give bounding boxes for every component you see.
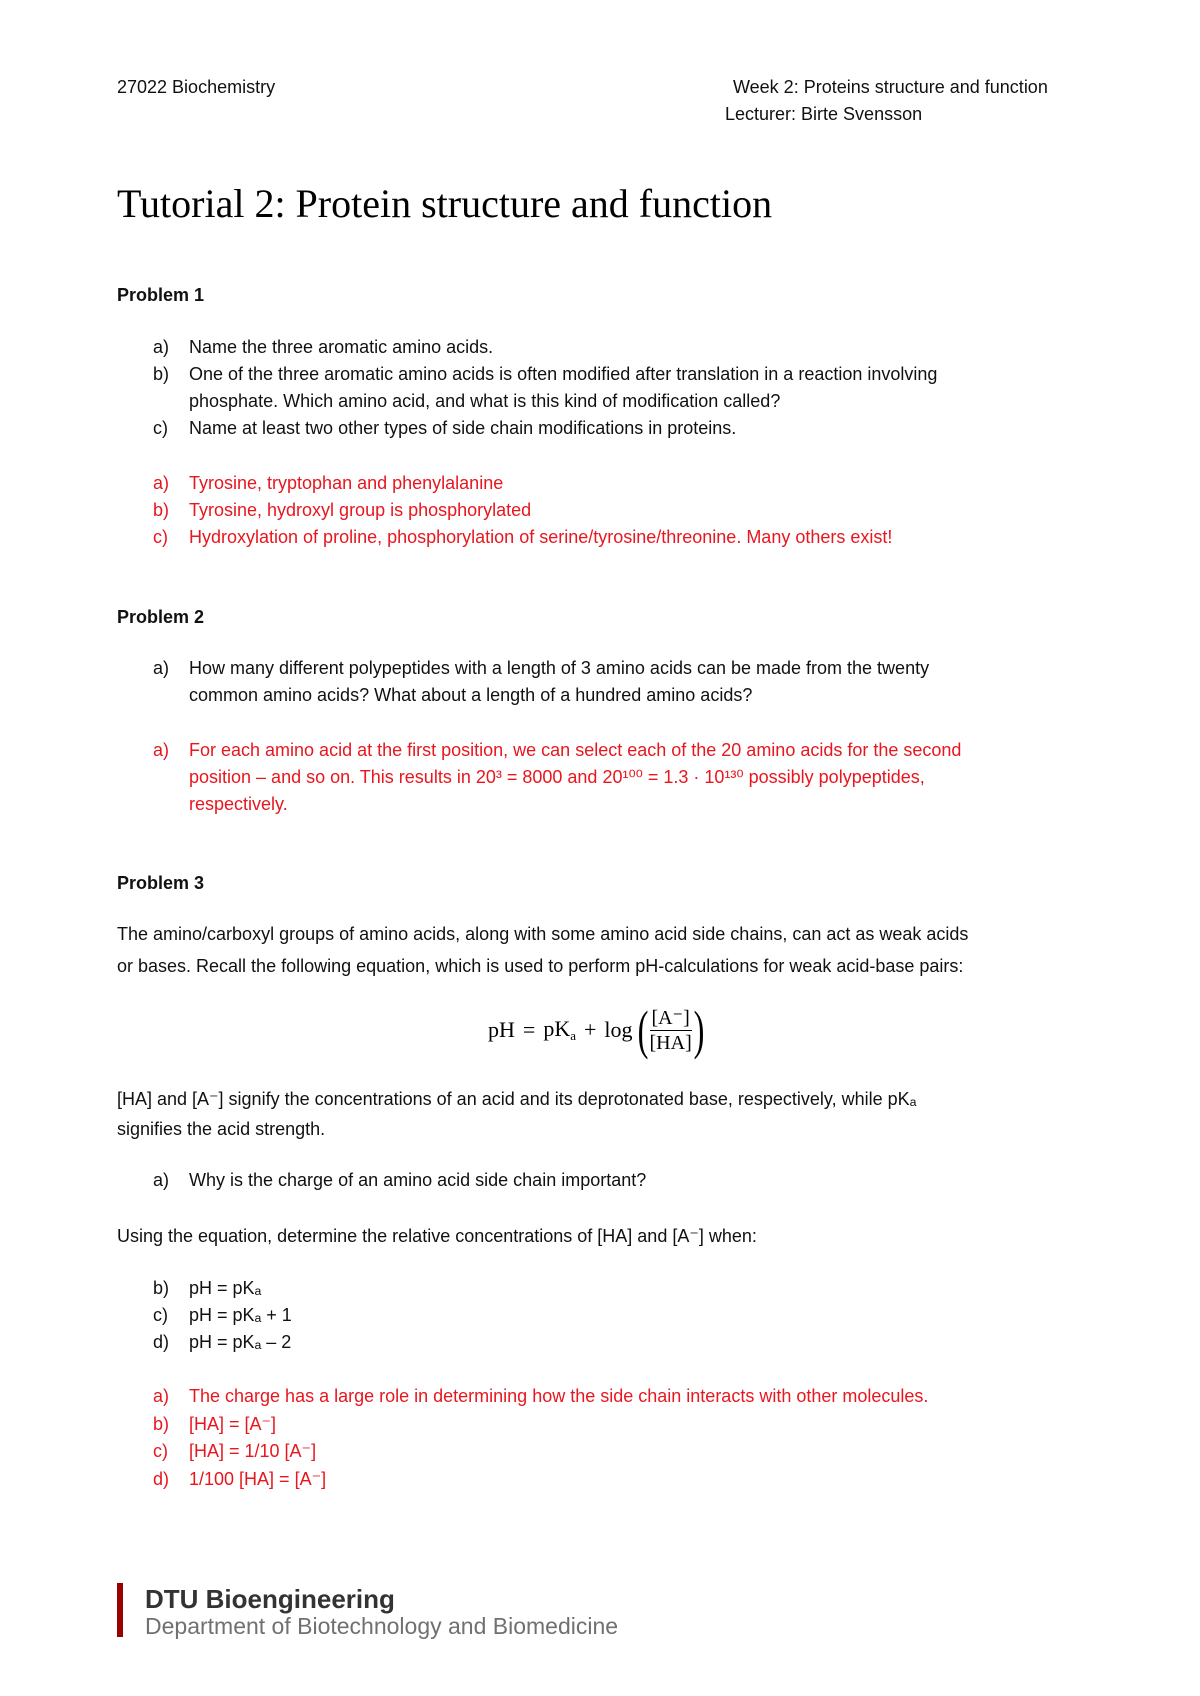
item-label: b) xyxy=(153,1278,170,1298)
item-text xyxy=(189,737,961,818)
equation-equals: = xyxy=(522,1017,536,1042)
question-item xyxy=(153,1302,1093,1329)
item-label: a) xyxy=(153,1170,170,1190)
item-label: a) xyxy=(153,740,170,760)
equation-pk-subscript: a xyxy=(570,1028,576,1043)
header-lecturer: Lecturer: Birte Svensson xyxy=(725,104,923,124)
item-text-line: position – and so on. This results in 20³ = 8000 and 20¹⁰⁰ = 1.3 · 10¹³⁰ possibly polypeptides, xyxy=(189,767,925,787)
problem-3-answers xyxy=(153,1383,1093,1493)
header-course: 27022 Biochemistry xyxy=(117,77,276,97)
item-text-line: One of the three aromatic amino acids is often modified after translation in a reaction involving xyxy=(189,364,938,384)
intro-line: The amino/carboxyl groups of amino acids, along with some amino acid side chains, can act as weak acids xyxy=(117,924,969,944)
problem-3-instruction: Using the equation, determine the relative concentrations of [HA] and [A⁻] when: xyxy=(117,1226,757,1246)
item-text xyxy=(189,470,503,497)
problem-3-heading: Problem 3 xyxy=(117,873,205,893)
equation-denominator: [HA] xyxy=(649,1031,692,1054)
problem-2-answers xyxy=(153,737,1093,818)
answer-item xyxy=(153,1383,1093,1411)
item-text-line: How many different polypeptides with a length of 3 amino acids can be made from the twenty xyxy=(189,658,930,678)
equation-pk: pK xyxy=(543,1016,571,1041)
header-week: Week 2: Proteins structure and function xyxy=(733,77,1048,97)
answer-item xyxy=(153,1438,1093,1466)
item-text xyxy=(189,1302,292,1329)
item-text xyxy=(189,415,736,442)
footer-department: Department of Biotechnology and Biomedicine xyxy=(145,1613,619,1639)
question-item xyxy=(153,334,1093,361)
item-text-line: For each amino acid at the first position, we can select each of the 20 amino acids for the second xyxy=(189,740,962,760)
item-text-line: pH = pKₐ xyxy=(189,1278,262,1298)
question-item xyxy=(153,655,1093,709)
problem-2-questions xyxy=(153,655,1093,709)
intro-line: or bases. Recall the following equation, which is used to perform pH-calculations for weak acid-base pairs: xyxy=(117,956,964,976)
footer-brand: DTU Bioengineering xyxy=(145,1584,395,1614)
item-text-line: respectively. xyxy=(189,794,288,814)
item-text-line: Name the three aromatic amino acids. xyxy=(189,337,494,357)
answer-item xyxy=(153,497,1093,524)
question-item xyxy=(153,1329,1093,1356)
item-label: c) xyxy=(153,1441,168,1461)
dtu-logo-bar xyxy=(117,1583,123,1637)
item-label: c) xyxy=(153,418,168,438)
definition-line: signifies the acid strength. xyxy=(117,1119,326,1139)
item-text-line: phosphate. Which amino acid, and what is this kind of modification called? xyxy=(189,391,781,411)
item-text-line: [HA] = [A⁻] xyxy=(189,1413,277,1434)
equation-numerator: [A⁻] xyxy=(651,1006,690,1029)
equation-log: log xyxy=(604,1017,633,1042)
item-text-line: pH = pKₐ – 2 xyxy=(189,1332,292,1352)
item-text-line: 1/100 [HA] = [A⁻] xyxy=(189,1468,327,1489)
item-text xyxy=(189,497,531,524)
item-text xyxy=(189,1383,928,1411)
problem-3-question-a xyxy=(153,1167,1093,1194)
item-text xyxy=(189,1466,326,1494)
item-text xyxy=(189,1275,261,1302)
item-text xyxy=(189,655,929,709)
item-label: b) xyxy=(153,1413,170,1434)
item-label: d) xyxy=(153,1332,170,1352)
item-label: a) xyxy=(153,337,170,357)
item-label: a) xyxy=(153,658,170,678)
answer-item xyxy=(153,470,1093,497)
item-label: a) xyxy=(153,473,170,493)
item-text xyxy=(189,361,937,415)
item-text-line: Tyrosine, hydroxyl group is phosphorylated xyxy=(189,500,532,520)
item-text xyxy=(189,334,493,361)
item-text xyxy=(189,1411,276,1439)
item-text-line: common amino acids? What about a length of a hundred amino acids? xyxy=(189,685,753,705)
question-item xyxy=(153,415,1093,442)
question-item xyxy=(153,361,1093,415)
item-text-line: The charge has a large role in determining how the side chain interacts with other molecules. xyxy=(189,1386,929,1406)
item-text xyxy=(189,1329,291,1356)
problem-3-intro xyxy=(117,918,968,982)
equation-pka xyxy=(543,1016,576,1044)
item-text-line: pH = pKₐ + 1 xyxy=(189,1305,292,1325)
item-text xyxy=(189,1438,316,1466)
equation-open-paren: ( xyxy=(637,1000,648,1060)
item-text-line: Name at least two other types of side chain modifications in proteins. xyxy=(189,418,737,438)
item-label: b) xyxy=(153,500,170,520)
problem-3-definition xyxy=(117,1084,916,1144)
item-text-line: Hydroxylation of proline, phosphorylation of serine/tyrosine/threonine. Many others exist! xyxy=(189,527,893,547)
problem-3-questions xyxy=(153,1275,1093,1356)
item-text xyxy=(189,524,892,551)
answer-item xyxy=(153,1411,1093,1439)
henderson-hasselbalch-equation xyxy=(488,1002,705,1058)
equation-ph: pH xyxy=(488,1017,515,1042)
item-label: c) xyxy=(153,1305,168,1325)
item-label: c) xyxy=(153,527,168,547)
problem-2-heading: Problem 2 xyxy=(117,607,205,627)
definition-line: [HA] and [A⁻] signify the concentrations of an acid and its deprotonated base, respectively, while pKₐ xyxy=(117,1089,917,1109)
answer-item xyxy=(153,524,1093,551)
answer-item xyxy=(153,1466,1093,1494)
item-text-line: Tyrosine, tryptophan and phenylalanine xyxy=(189,473,504,493)
question-item xyxy=(153,1167,1093,1194)
answer-item xyxy=(153,737,1093,818)
item-text-line: [HA] = 1/10 [A⁻] xyxy=(189,1441,317,1461)
page-title: Tutorial 2: Protein structure and function xyxy=(117,181,773,226)
problem-1-questions xyxy=(153,334,1093,442)
equation-fraction xyxy=(650,1006,692,1055)
item-text-line: Why is the charge of an amino acid side chain important? xyxy=(189,1170,647,1190)
item-label: b) xyxy=(153,364,170,384)
question-item xyxy=(153,1275,1093,1302)
equation-close-paren: ) xyxy=(693,1000,705,1060)
equation-plus: + xyxy=(583,1017,597,1042)
problem-1-heading: Problem 1 xyxy=(117,285,205,305)
problem-1-answers xyxy=(153,470,1093,551)
item-text xyxy=(189,1167,646,1194)
item-label: a) xyxy=(153,1386,170,1406)
item-label: d) xyxy=(153,1468,170,1489)
